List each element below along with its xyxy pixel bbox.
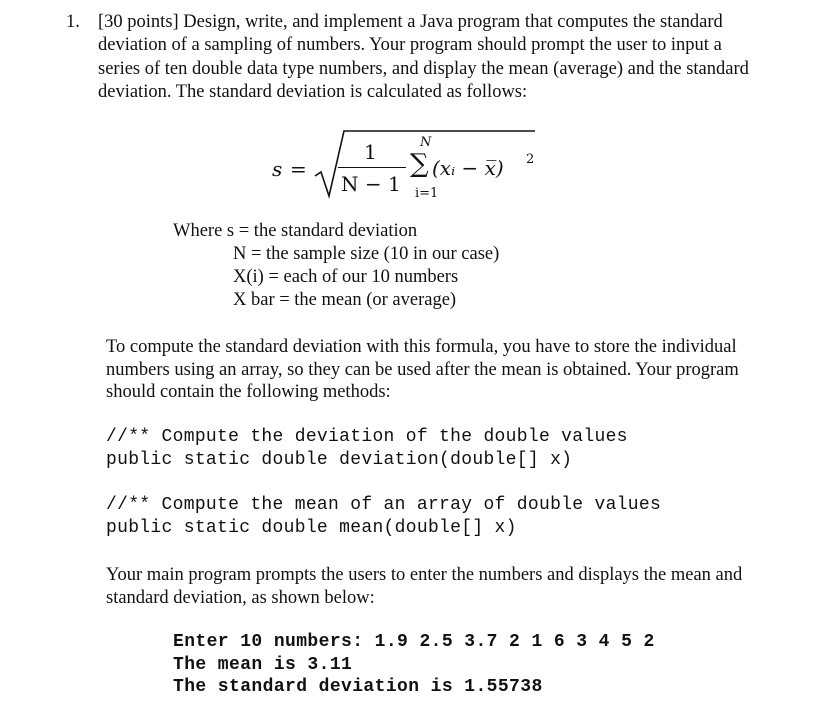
- array-paragraph-line-3: should contain the following methods:: [106, 382, 391, 402]
- formula-equals: =: [290, 157, 307, 181]
- code-comment-mean: //** Compute the mean of an array of double values: [106, 495, 662, 515]
- fraction-bar: [338, 167, 406, 168]
- main-paragraph-line-2: standard deviation, as shown below:: [106, 588, 375, 608]
- code-signature-mean: public static double mean(double[] x): [106, 518, 517, 538]
- intro-line-4: deviation. The standard deviation is calculated as follows:: [98, 82, 528, 102]
- sample-output-line-1: Enter 10 numbers: 1.9 2.5 3.7 2 1 6 3 4 5 2: [173, 632, 655, 652]
- formula-body: (xᵢ − x̅): [432, 156, 504, 180]
- array-paragraph-line-1: To compute the standard deviation with this formula, you have to store the individual: [106, 337, 737, 357]
- array-paragraph-line-2: numbers using an array, so they can be used after the mean is obtained. Your program: [106, 360, 739, 380]
- problem-number: 1.: [66, 12, 80, 32]
- definition-line-xbar: X bar = the mean (or average): [233, 290, 457, 310]
- code-comment-deviation: //** Compute the deviation of the double values: [106, 427, 628, 447]
- definition-line-xi: X(i) = each of our 10 numbers: [233, 267, 459, 287]
- formula-numerator: 1: [364, 140, 377, 164]
- intro-line-1: [30 points] Design, write, and implement a Java program that computes the standard: [98, 12, 723, 32]
- code-signature-deviation: public static double deviation(double[] x): [106, 450, 573, 470]
- sum-upper-limit: N: [420, 135, 432, 150]
- formula-denominator: N − 1: [341, 172, 401, 196]
- definition-line-n: N = the sample size (10 in our case): [233, 244, 500, 264]
- intro-line-2: deviation of a sampling of numbers. Your program should prompt the user to input a: [98, 35, 722, 55]
- sum-lower-limit: i=1: [415, 186, 439, 201]
- sample-output-line-3: The standard deviation is 1.55738: [173, 677, 543, 697]
- intro-line-3: series of ten double data type numbers, and display the mean (average) and the standard: [98, 59, 749, 79]
- main-paragraph-line-1: Your main program prompts the users to enter the numbers and displays the mean and: [106, 565, 743, 585]
- formula-lhs: s: [272, 157, 283, 181]
- formula-exponent: 2: [526, 152, 535, 167]
- definition-line-s: Where s = the standard deviation: [173, 221, 418, 241]
- sum-symbol: ∑: [410, 149, 429, 179]
- sample-output-line-2: The mean is 3.11: [173, 655, 353, 675]
